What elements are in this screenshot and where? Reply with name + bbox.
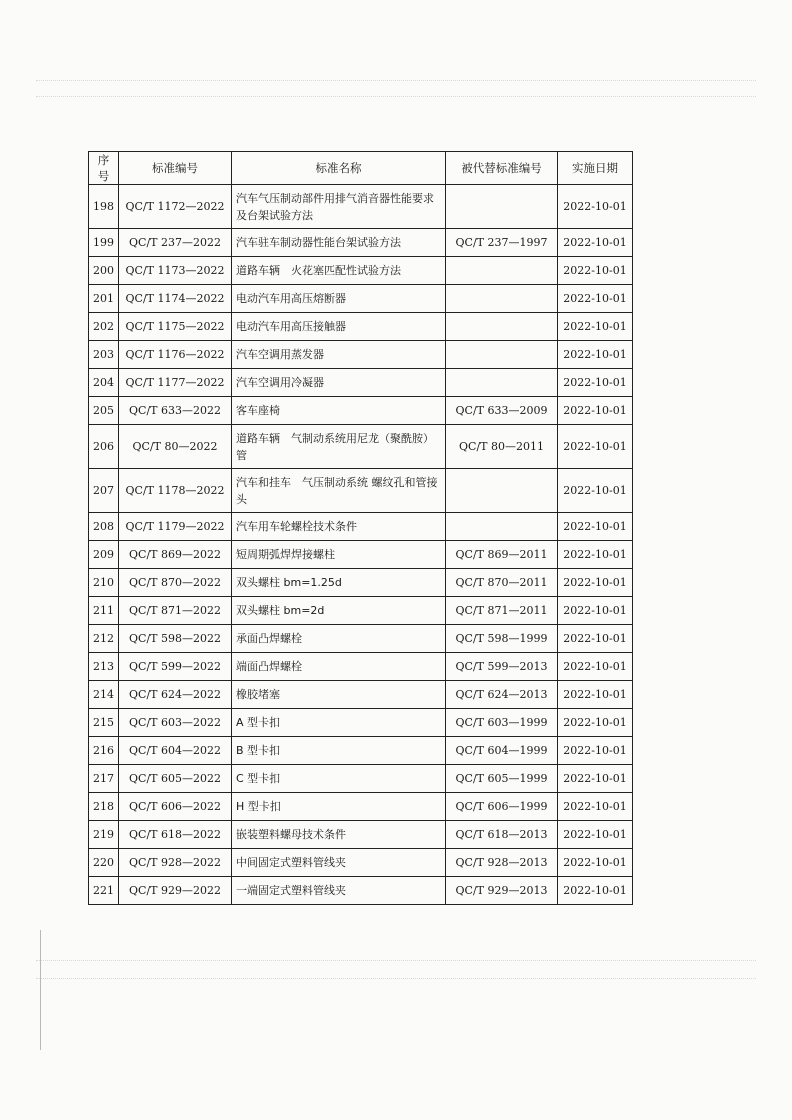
table-row	[89, 341, 633, 369]
header-serial-no: 序号	[89, 152, 119, 185]
scan-artifact-line	[36, 96, 756, 97]
row-serial-no: 204	[89, 369, 119, 397]
row-effective-date: 2022-10-01	[558, 229, 633, 257]
row-serial-no: 219	[89, 821, 119, 849]
row-serial-no: 206	[89, 425, 119, 469]
header-standard-code: 标准编号	[119, 152, 232, 185]
row-serial-no: 218	[89, 793, 119, 821]
row-effective-date: 2022-10-01	[558, 185, 633, 229]
row-serial-no: 198	[89, 185, 119, 229]
row-serial-no: 202	[89, 313, 119, 341]
row-effective-date: 2022-10-01	[558, 765, 633, 793]
row-standard-name: A 型卡扣	[232, 709, 446, 737]
scan-artifact-line	[36, 960, 756, 961]
row-serial-no: 200	[89, 257, 119, 285]
table-row	[89, 877, 633, 905]
row-effective-date: 2022-10-01	[558, 313, 633, 341]
row-standard-code: QC/T 1177—2022	[119, 369, 232, 397]
row-effective-date: 2022-10-01	[558, 369, 633, 397]
header-effective-date: 实施日期	[558, 152, 633, 185]
row-standard-name: B 型卡扣	[232, 737, 446, 765]
table-row	[89, 397, 633, 425]
row-standard-code: QC/T 928—2022	[119, 849, 232, 877]
row-effective-date: 2022-10-01	[558, 569, 633, 597]
row-replaced-code: QC/T 605—1999	[446, 765, 558, 793]
row-standard-code: QC/T 1179—2022	[119, 513, 232, 541]
row-standard-name: 客车座椅	[232, 397, 446, 425]
row-serial-no: 201	[89, 285, 119, 313]
row-serial-no: 214	[89, 681, 119, 709]
row-serial-no: 216	[89, 737, 119, 765]
row-standard-code: QC/T 618—2022	[119, 821, 232, 849]
row-replaced-code	[446, 341, 558, 369]
row-standard-code: QC/T 1178—2022	[119, 469, 232, 513]
row-serial-no: 208	[89, 513, 119, 541]
row-replaced-code	[446, 313, 558, 341]
row-replaced-code	[446, 469, 558, 513]
row-standard-code: QC/T 605—2022	[119, 765, 232, 793]
row-standard-code: QC/T 633—2022	[119, 397, 232, 425]
row-serial-no: 207	[89, 469, 119, 513]
row-standard-code: QC/T 870—2022	[119, 569, 232, 597]
row-replaced-code: QC/T 870—2011	[446, 569, 558, 597]
row-serial-no: 215	[89, 709, 119, 737]
row-replaced-code	[446, 369, 558, 397]
row-effective-date: 2022-10-01	[558, 737, 633, 765]
row-replaced-code: QC/T 618—2013	[446, 821, 558, 849]
row-standard-code: QC/T 1176—2022	[119, 341, 232, 369]
table-row	[89, 513, 633, 541]
row-standard-code: QC/T 606—2022	[119, 793, 232, 821]
row-replaced-code: QC/T 606—1999	[446, 793, 558, 821]
row-standard-name: 短周期弧焊焊接螺柱	[232, 541, 446, 569]
row-standard-name: C 型卡扣	[232, 765, 446, 793]
table-row	[89, 569, 633, 597]
table-row	[89, 369, 633, 397]
row-replaced-code: QC/T 929—2013	[446, 877, 558, 905]
row-serial-no: 220	[89, 849, 119, 877]
row-effective-date: 2022-10-01	[558, 653, 633, 681]
table-row	[89, 257, 633, 285]
row-effective-date: 2022-10-01	[558, 285, 633, 313]
row-serial-no: 221	[89, 877, 119, 905]
table-row	[89, 625, 633, 653]
row-standard-name: H 型卡扣	[232, 793, 446, 821]
table-row	[89, 313, 633, 341]
row-replaced-code: QC/T 603—1999	[446, 709, 558, 737]
row-standard-code: QC/T 624—2022	[119, 681, 232, 709]
row-effective-date: 2022-10-01	[558, 849, 633, 877]
row-standard-code: QC/T 599—2022	[119, 653, 232, 681]
row-standard-name: 汽车用车轮螺栓技术条件	[232, 513, 446, 541]
row-effective-date: 2022-10-01	[558, 597, 633, 625]
row-standard-name: 电动汽车用高压接触器	[232, 313, 446, 341]
row-replaced-code: QC/T 871—2011	[446, 597, 558, 625]
table-row	[89, 541, 633, 569]
table-row	[89, 765, 633, 793]
row-replaced-code: QC/T 237—1997	[446, 229, 558, 257]
table-row	[89, 229, 633, 257]
row-standard-name: 道路车辆 气制动系统用尼龙（聚酰胺）管	[232, 425, 446, 469]
row-effective-date: 2022-10-01	[558, 257, 633, 285]
header-replaced-code: 被代替标准编号	[446, 152, 558, 185]
row-serial-no: 203	[89, 341, 119, 369]
row-effective-date: 2022-10-01	[558, 397, 633, 425]
row-replaced-code: QC/T 599—2013	[446, 653, 558, 681]
table-row	[89, 653, 633, 681]
row-replaced-code: QC/T 624—2013	[446, 681, 558, 709]
row-standard-name: 嵌装塑料螺母技术条件	[232, 821, 446, 849]
row-standard-name: 汽车空调用蒸发器	[232, 341, 446, 369]
row-effective-date: 2022-10-01	[558, 513, 633, 541]
row-replaced-code: QC/T 604—1999	[446, 737, 558, 765]
row-effective-date: 2022-10-01	[558, 877, 633, 905]
row-standard-name: 中间固定式塑料管线夹	[232, 849, 446, 877]
row-standard-code: QC/T 604—2022	[119, 737, 232, 765]
row-serial-no: 211	[89, 597, 119, 625]
row-standard-name: 道路车辆 火花塞匹配性试验方法	[232, 257, 446, 285]
row-serial-no: 199	[89, 229, 119, 257]
table-row	[89, 425, 633, 469]
row-standard-name: 双头螺柱 bm=2d	[232, 597, 446, 625]
table-row	[89, 737, 633, 765]
row-standard-code: QC/T 80—2022	[119, 425, 232, 469]
row-standard-code: QC/T 1174—2022	[119, 285, 232, 313]
row-replaced-code	[446, 285, 558, 313]
header-standard-name: 标准名称	[232, 152, 446, 185]
row-replaced-code: QC/T 598—1999	[446, 625, 558, 653]
row-standard-code: QC/T 603—2022	[119, 709, 232, 737]
table-header-row	[89, 152, 633, 185]
row-standard-name: 一端固定式塑料管线夹	[232, 877, 446, 905]
row-replaced-code	[446, 257, 558, 285]
row-standard-name: 承面凸焊螺栓	[232, 625, 446, 653]
row-replaced-code: QC/T 928—2013	[446, 849, 558, 877]
row-serial-no: 209	[89, 541, 119, 569]
row-standard-code: QC/T 871—2022	[119, 597, 232, 625]
row-standard-name: 汽车驻车制动器性能台架试验方法	[232, 229, 446, 257]
row-serial-no: 213	[89, 653, 119, 681]
table-row	[89, 597, 633, 625]
row-effective-date: 2022-10-01	[558, 541, 633, 569]
row-effective-date: 2022-10-01	[558, 625, 633, 653]
table-row	[89, 681, 633, 709]
row-standard-code: QC/T 929—2022	[119, 877, 232, 905]
table-row	[89, 469, 633, 513]
row-effective-date: 2022-10-01	[558, 793, 633, 821]
row-effective-date: 2022-10-01	[558, 681, 633, 709]
row-serial-no: 210	[89, 569, 119, 597]
row-replaced-code: QC/T 869—2011	[446, 541, 558, 569]
table-row	[89, 793, 633, 821]
row-serial-no: 205	[89, 397, 119, 425]
row-serial-no: 212	[89, 625, 119, 653]
row-standard-code: QC/T 598—2022	[119, 625, 232, 653]
table-row	[89, 185, 633, 229]
row-standard-name: 电动汽车用高压熔断器	[232, 285, 446, 313]
row-standard-name: 端面凸焊螺栓	[232, 653, 446, 681]
table-row	[89, 709, 633, 737]
row-standard-name: 橡胶堵塞	[232, 681, 446, 709]
row-standard-code: QC/T 1173—2022	[119, 257, 232, 285]
row-replaced-code	[446, 185, 558, 229]
row-standard-code: QC/T 237—2022	[119, 229, 232, 257]
row-effective-date: 2022-10-01	[558, 469, 633, 513]
row-replaced-code: QC/T 80—2011	[446, 425, 558, 469]
table-row	[89, 849, 633, 877]
row-standard-name: 双头螺柱 bm=1.25d	[232, 569, 446, 597]
row-replaced-code: QC/T 633—2009	[446, 397, 558, 425]
scan-artifact-line	[36, 80, 756, 81]
table-row	[89, 821, 633, 849]
row-replaced-code	[446, 513, 558, 541]
row-standard-name: 汽车空调用冷凝器	[232, 369, 446, 397]
row-standard-code: QC/T 869—2022	[119, 541, 232, 569]
row-serial-no: 217	[89, 765, 119, 793]
row-effective-date: 2022-10-01	[558, 709, 633, 737]
standards-table	[88, 151, 633, 905]
row-effective-date: 2022-10-01	[558, 821, 633, 849]
scan-artifact-line	[36, 978, 756, 979]
row-standard-code: QC/T 1175—2022	[119, 313, 232, 341]
row-standard-name: 汽车和挂车 气压制动系统 螺纹孔和管接头	[232, 469, 446, 513]
row-standard-name: 汽车气压制动部件用排气消音器性能要求及台架试验方法	[232, 185, 446, 229]
row-effective-date: 2022-10-01	[558, 425, 633, 469]
row-effective-date: 2022-10-01	[558, 341, 633, 369]
row-standard-code: QC/T 1172—2022	[119, 185, 232, 229]
table-row	[89, 285, 633, 313]
scan-edge-mark	[40, 930, 41, 1050]
